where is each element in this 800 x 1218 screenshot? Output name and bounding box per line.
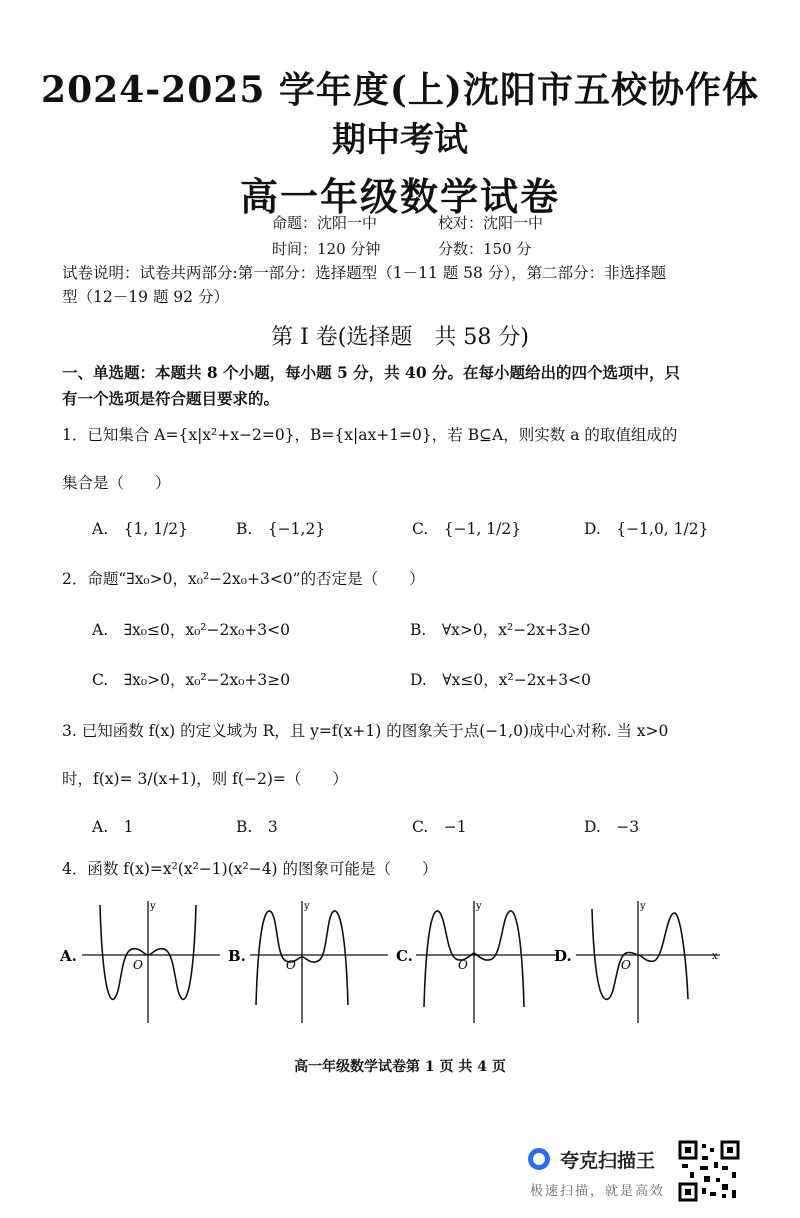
section-title: 第 I 卷(选择题 共 58 分) bbox=[271, 325, 529, 350]
question-1-option-c: C. {−1, 1/2} bbox=[412, 520, 522, 538]
graph-label-b: B. bbox=[228, 947, 246, 965]
graph-label-c: C. bbox=[396, 947, 413, 965]
question-2-option-c: C. ∃x₀>0，x₀²−2x₀+3≥0 bbox=[92, 671, 291, 689]
title-line-1: 2024-2025 学年度(上)沈阳市五校协作体 bbox=[41, 69, 759, 111]
curve-d bbox=[592, 909, 688, 999]
scanner-brand bbox=[528, 1142, 678, 1202]
axis-y-label-b: y bbox=[304, 901, 310, 912]
origin-label-d: O bbox=[621, 958, 631, 972]
question-3-option-d: D. −3 bbox=[584, 818, 640, 836]
question-4-stem: 4．函数 f(x)=x²(x²−1)(x²−4) 的图象可能是（ ） bbox=[62, 860, 438, 878]
brand-name: 夸克扫描王 bbox=[560, 1150, 656, 1172]
axis-y-label-c: y bbox=[476, 901, 482, 912]
question-3-stem-continued: 时，f(x)= 3/(x+1)，则 f(−2)=（ ） bbox=[62, 770, 348, 788]
question-2-stem: 2．命题“∃x₀>0，x₀²−2x₀+3<0”的否定是（ ） bbox=[62, 570, 425, 588]
exam-note-line-2: 型（12－19 题 92 分） bbox=[62, 288, 229, 306]
graph-option-d bbox=[554, 901, 720, 1023]
score-info: 分数：150 分 bbox=[438, 240, 532, 258]
graph-label-d: D. bbox=[554, 947, 572, 965]
axis-y-label-a: y bbox=[150, 901, 156, 912]
question-3-option-c: C. −1 bbox=[412, 818, 467, 836]
graph-option-c bbox=[396, 901, 556, 1023]
section-intro-line-2: 有一个选项是符合题目要求的。 bbox=[62, 389, 280, 408]
origin-label-a: O bbox=[133, 958, 143, 972]
question-1-option-d: D. {−1,0, 1/2} bbox=[584, 520, 709, 538]
brand-slogan: 极速扫描，就是高效 bbox=[530, 1184, 666, 1199]
question-1-option-b: B. {−1,2} bbox=[236, 520, 326, 538]
question-3-option-b: B. 3 bbox=[236, 818, 278, 836]
axis-x-label-d: x bbox=[712, 951, 718, 962]
exam-note-line-1: 试卷说明：试卷共两部分:第一部分：选择题型（1－11 题 58 分），第二部分：非选择题 bbox=[62, 264, 667, 282]
question-3-option-a: A. 1 bbox=[92, 818, 134, 836]
question-3-stem: 3. 已知函数 f(x) 的定义域为 R，且 y=f(x+1) 的图象关于点(−1,0)成中心对称. 当 x>0 bbox=[62, 722, 669, 740]
graph-option-b bbox=[228, 901, 388, 1023]
brand-logo-icon bbox=[528, 1148, 550, 1170]
page-footer: 高一年级数学试卷第 1 页 共 4 页 bbox=[294, 1059, 506, 1075]
title-line-3: 高一年级数学试卷 bbox=[239, 174, 560, 219]
question-1-stem: 1．已知集合 A={x|x²+x−2=0}，B={x|ax+1=0}，若 B⊆A，则实数 a 的取值组成的 bbox=[62, 426, 678, 444]
question-1-stem-continued: 集合是（ ） bbox=[62, 474, 171, 492]
author-info: 命题：沈阳一中 bbox=[272, 214, 378, 232]
graph-label-a: A. bbox=[60, 947, 77, 965]
graph-option-a bbox=[60, 901, 220, 1023]
axis-y-label-d: y bbox=[640, 901, 646, 912]
qr-code-icon bbox=[678, 1140, 740, 1202]
proofreader-info: 校对：沈阳一中 bbox=[438, 214, 544, 232]
origin-label-b: O bbox=[286, 958, 296, 972]
question-2-option-d: D. ∀x≤0，x²−2x+3<0 bbox=[410, 671, 591, 689]
origin-label-c: O bbox=[458, 958, 468, 972]
time-info: 时间：120 分钟 bbox=[272, 240, 381, 258]
question-1-option-a: A. {1, 1/2} bbox=[92, 520, 189, 538]
question-2-option-b: B. ∀x>0，x²−2x+3≥0 bbox=[410, 621, 591, 639]
question-4-graphs bbox=[60, 895, 740, 1025]
title-line-2: 期中考试 bbox=[332, 120, 468, 160]
section-intro-line-1: 一、单选题：本题共 8 个小题，每小题 5 分，共 40 分。在每小题给出的四个选项中，只 bbox=[62, 363, 681, 382]
question-2-option-a: A. ∃x₀≤0，x₀²−2x₀+3<0 bbox=[92, 621, 291, 639]
